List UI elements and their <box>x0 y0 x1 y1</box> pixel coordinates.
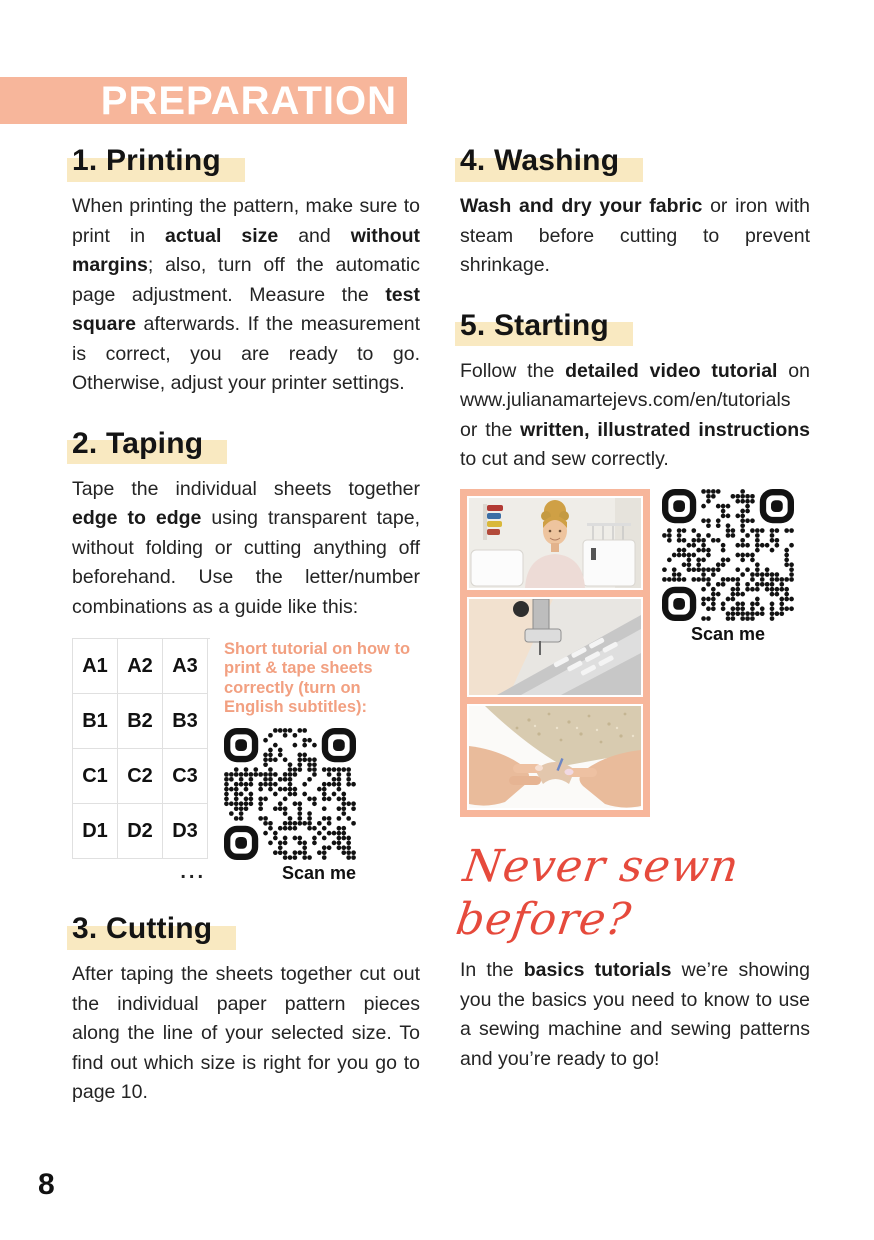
starting-figure <box>460 489 810 817</box>
section-taping <box>72 425 420 885</box>
washing-paragraph: Wash and dry your fabric or iron with steam before cutting to prevent shrinkage. <box>460 195 810 276</box>
sheet-cell: C1 <box>73 749 118 804</box>
sheet-cell: B2 <box>118 694 163 749</box>
photo-hands-pinning-fabric <box>467 704 643 810</box>
left-column <box>72 142 420 1108</box>
sheet-cell: B1 <box>73 694 118 749</box>
photo-woman-at-sewing-machine <box>467 496 643 590</box>
section-printing <box>72 142 420 399</box>
scan-me-label-starting: Scan me <box>690 623 766 644</box>
section-starting <box>460 307 810 817</box>
sheet-grid-ellipsis: ... <box>180 861 206 883</box>
script-line <box>452 840 810 947</box>
starting-paragraph: Follow the detailed video tutorial on www.julianamartejevs.com/en/tutorials or the written, illustrated instructions to cut and sew correctly. <box>460 359 811 470</box>
heading-cutting: 3. Cutting <box>72 910 420 948</box>
never-sewn-before-script: Never sewn before? <box>452 840 743 945</box>
sheet-cell: A3 <box>163 639 208 694</box>
heading-printing: 1. Printing <box>72 142 420 180</box>
tutorial-photo-stack <box>460 489 650 817</box>
page-title: PREPARATION <box>100 78 397 123</box>
taping-qr-caption: Short tutorial on how to print & tape sheets correctly (turn on English subtitles): <box>224 640 411 717</box>
heading-washing: 4. Washing <box>460 142 810 180</box>
heading-starting: 5. Starting <box>460 307 810 345</box>
cutting-paragraph: After taping the sheets together cut out the individual paper pattern pieces along the line of your selected size. To find out which size is right for you go to page 10. <box>72 963 420 1103</box>
printing-paragraph: When printing the pattern, make sure to print in actual size and without margins; also, turn off the automatic page adjustment. Measure the test square afterwards. If the measurement is correct, you are ready to go. Otherwise, adjust your printer settings. <box>72 195 421 394</box>
qr-code-video-tutorial <box>662 489 794 621</box>
starting-qr-block <box>662 489 794 817</box>
page-number: 8 <box>38 1168 55 1201</box>
section-basics <box>452 840 810 1075</box>
section-cutting <box>72 910 420 1108</box>
taping-paragraph: Tape the individual sheets together edge to edge using transparent tape, without folding or cutting anything off beforehand. Use the letter/number combinations as a guide like this: <box>72 477 420 618</box>
sheet-cell: D3 <box>163 804 208 859</box>
basics-paragraph: In the basics tutorials we’re showing you the basics you need to know to use a sewing machine and sewing patterns and you’re ready to go! <box>460 959 810 1070</box>
sheet-cell: B3 <box>163 694 208 749</box>
section-washing <box>460 142 810 281</box>
scan-me-label-taping: Scan me <box>281 862 356 883</box>
taping-figure <box>72 638 420 884</box>
sheet-cell: A2 <box>118 639 163 694</box>
section-header-banner <box>0 77 407 124</box>
sheet-cell: C2 <box>118 749 163 804</box>
right-column <box>452 142 811 1074</box>
sheet-grid-wrap <box>72 638 210 884</box>
taping-sheet-grid <box>72 638 210 859</box>
heading-taping: 2. Taping <box>72 425 420 463</box>
taping-qr-block <box>224 638 420 884</box>
sheet-cell: C3 <box>163 749 208 804</box>
photo-sewing-machine-presser-foot <box>467 597 643 697</box>
qr-code-taping-tutorial <box>224 728 356 860</box>
sheet-cell: D2 <box>118 804 163 859</box>
sheet-cell: D1 <box>73 804 118 859</box>
sheet-cell: A1 <box>73 639 118 694</box>
